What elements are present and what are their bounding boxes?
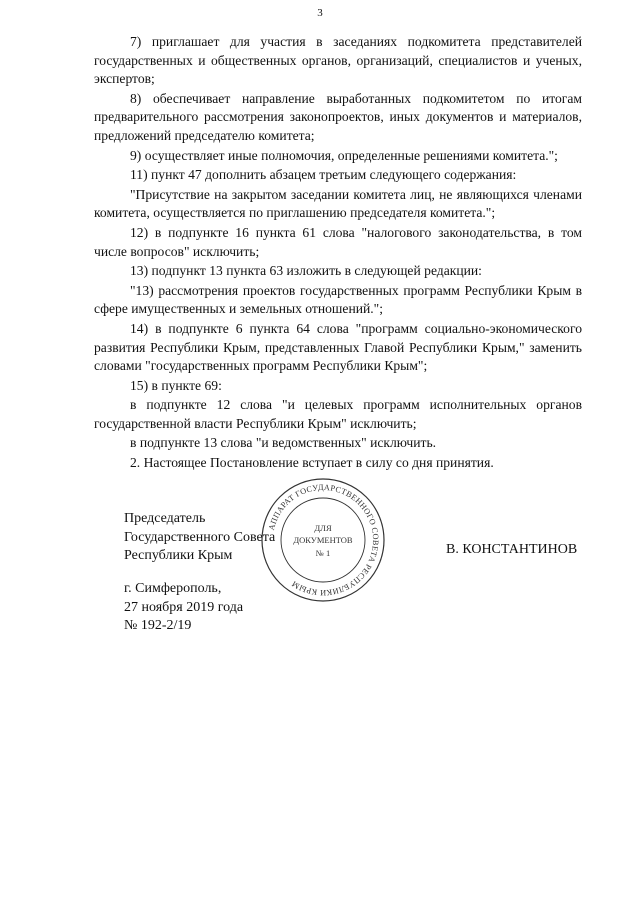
- paragraph-item-8: 8) обеспечивает направление выработанных подкомитетом по итогам предварительного рассмотрения законопроектов, иных документов и материалов, предложений председателю комитета;: [94, 90, 582, 143]
- place-city: г. Симферополь,: [124, 581, 222, 596]
- stamp-line-2: ДОКУМЕНТОВ: [293, 535, 353, 545]
- signature-title-line-1: Председатель: [124, 511, 206, 526]
- signatory-name: В. КОНСТАНТИНОВ: [446, 542, 578, 557]
- signature-title-line-2: Государственного Совета: [124, 529, 276, 545]
- document-date: 27 ноября 2019 года: [124, 599, 244, 615]
- paragraph-quote-13: "13) рассмотрения проектов государственных программ Республики Крым в сфере имущественных и земельных отношений.";: [94, 282, 582, 317]
- official-stamp: [259, 476, 387, 604]
- paragraph-section-2: 2. Настоящее Постановление вступает в силу со дня принятия.: [130, 455, 494, 471]
- signature-title-line-3: Республики Крым: [124, 548, 233, 563]
- paragraph-point-14: 14) в подпункте 6 пункта 64 слова "программ социально-экономического развития Республики Крым, представленных Главой Республики Крым," заменить словами "государственных программ Республики Крым";: [94, 320, 582, 374]
- document-body: [94, 33, 582, 474]
- place-date-number: [124, 580, 243, 636]
- paragraph-quote-11: "Присутствие на закрытом заседании комитета лиц, не являющихся членами комитета, осуществляется по приглашению председателя комитета.";: [94, 186, 582, 221]
- paragraph-point-15: 15) в пункте 69:: [130, 377, 222, 393]
- paragraph-point-15-sub-13: в подпункте 13 слова "и ведомственных" исключить.: [130, 435, 437, 451]
- stamp-ring-text: АППАРАТ ГОСУДАРСТВЕННОГО СОВЕТА РЕСПУБЛИКИ КРЫМ: [266, 482, 381, 598]
- document-number: № 192-2/19: [124, 618, 192, 633]
- stamp-line-1: ДЛЯ: [314, 523, 332, 533]
- paragraph-item-7: 7) приглашает для участия в заседаниях подкомитета представителей государственных и общественных органов, организаций, специалистов и ученых, экспертов;: [94, 34, 582, 87]
- page-number: 3: [317, 7, 323, 19]
- paragraph-point-12: 12) в подпункте 16 пункта 61 слова "налогового законодательства, в том числе вопросов" исключить;: [94, 224, 582, 259]
- paragraph-point-13: 13) подпункт 13 пункта 63 изложить в следующей редакции:: [130, 263, 482, 279]
- paragraph-point-11: 11) пункт 47 дополнить абзацем третьим следующего содержания:: [130, 167, 517, 183]
- paragraph-point-15-sub-12: в подпункте 12 слова "и целевых программ исполнительных органов государственной власти Республики Крым" исключить;: [94, 397, 582, 431]
- stamp-line-3: № 1: [315, 548, 331, 558]
- signature-title: [124, 510, 275, 566]
- paragraph-item-9: 9) осуществляет иные полномочия, определенные решениями комитета.";: [130, 147, 558, 163]
